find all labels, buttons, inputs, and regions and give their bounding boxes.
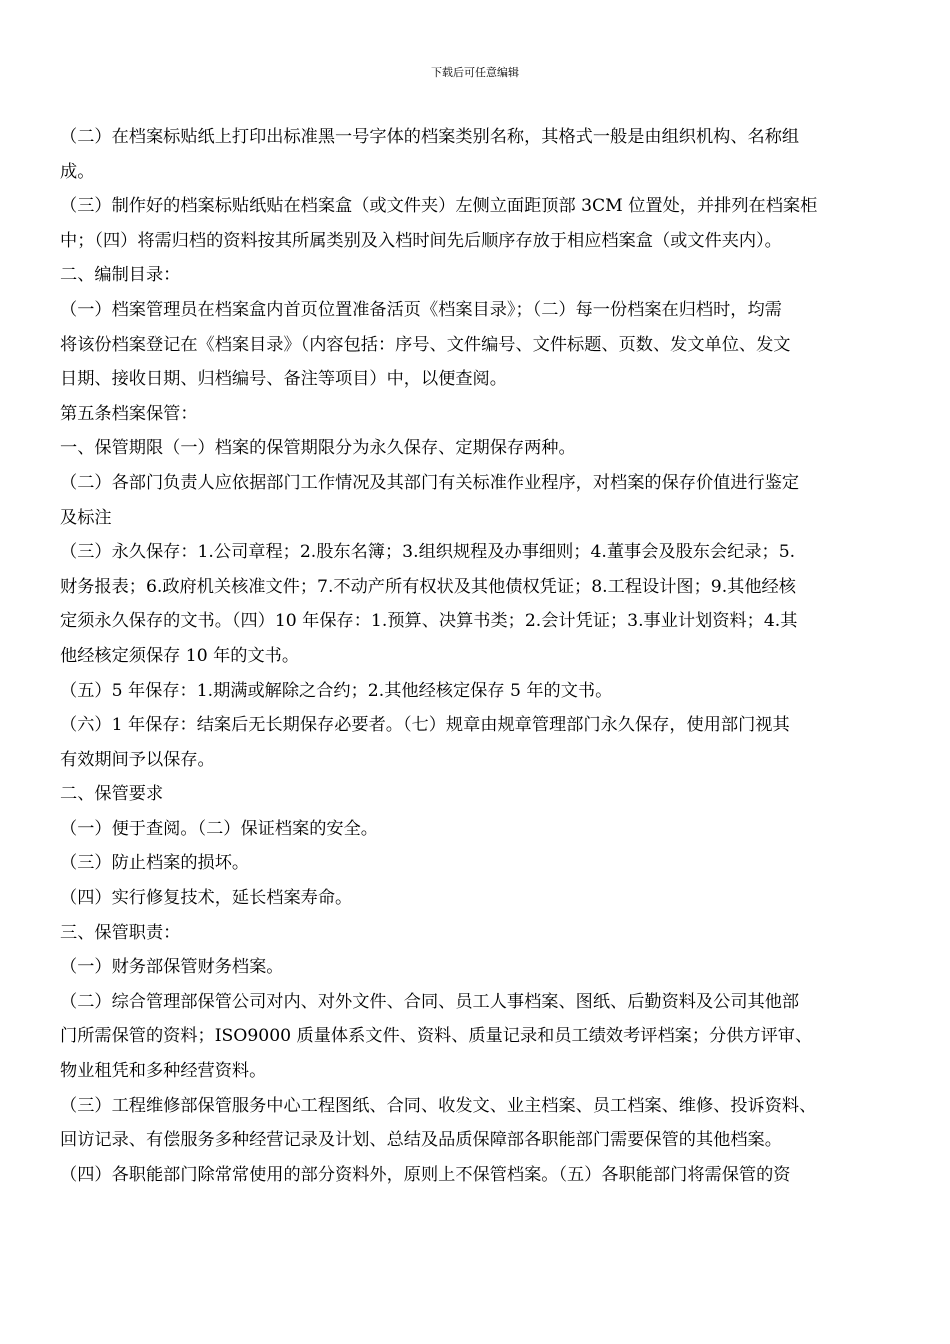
text-line: 回访记录、有偿服务多种经营记录及计划、总结及品质保障部各职能部门需要保管的其他档案。 [60,1130,782,1151]
text-line: （三）防止档案的损坏。 [60,853,250,874]
text-line: （二）在档案标贴纸上打印出标准黑一号字体的档案类别名称，其格式一般是由组织机构、名称组 [60,127,800,147]
text-line: 中；（四）将需归档的资料按其所属类别及入档时间先后顺序存放于相应档案盒（或文件夹内）。 [60,230,782,251]
text-line: 日期、接收日期、归档编号、备注等项目）中，以便查阅。 [60,369,507,390]
section-heading: 二、编制目录： [60,265,181,286]
section-heading: 二、保管要求 [60,784,164,805]
text-line: 门所需保管的资料；ISO9000 质量体系文件、资料、质量记录和员工绩效考评档案；分供方评审、 [60,1026,813,1047]
text-line: 及标注 [60,507,112,528]
text-line: （一）财务部保管财务档案。 [60,957,284,978]
text-line: （一）便于查阅。（二）保证档案的安全。 [60,818,378,839]
text-line: 成。 [60,161,95,182]
text-line: 财务报表；6.政府机关核准文件；7.不动产所有权状及其他债权凭证；8.工程设计图；9.其他经核 [60,576,796,597]
text-line: 物业租凭和多种经营资料。 [60,1061,267,1082]
text-line: （二）综合管理部保管公司对内、对外文件、合同、员工人事档案、图纸、后勤资料及公司其他部 [60,991,800,1012]
text-line: （三）永久保存：1.公司章程；2.股东名簿；3.组织规程及办事细则；4.董事会及股东会纪录；5. [60,542,796,563]
text-line: （四）实行修复技术，延长档案寿命。 [60,888,353,909]
section-heading: 三、保管职责： [60,922,181,943]
text-line: （三）工程维修部保管服务中心工程图纸、合同、收发文、业主档案、员工档案、维修、投诉资料、 [60,1095,817,1116]
text-line: 有效期间予以保存。 [60,749,215,770]
text-line: 定须永久保存的文书。（四）10 年保存：1.预算、决算书类；2.会计凭证；3.事业计划资料；4.其 [60,611,798,632]
text-line: （一）档案管理员在档案盒内首页位置准备活页《档案目录》；（二）每一份档案在归档时，均需 [60,299,782,320]
text-line: （二）各部门负责人应依据部门工作情况及其部门有关标准作业程序，对档案的保存价值进行鉴定 [60,472,800,493]
text-line: 他经核定须保存 10 年的文书。 [60,645,300,666]
text-line: 一、保管期限（一）档案的保管期限分为永久保存、定期保存两种。 [60,438,576,459]
text-line: 将该份档案登记在《档案目录》（内容包括：序号、文件编号、文件标题、页数、发文单位、发文 [60,334,791,355]
text-line: （三）制作好的档案标贴纸贴在档案盒（或文件夹）左侧立面距顶部 3CM 位置处，并排列在档案柜 [60,196,818,217]
text-line: （五）5 年保存：1.期满或解除之合约；2.其他经核定保存 5 年的文书。 [60,680,613,701]
article-heading: 第五条档案保管： [60,403,198,424]
text-line: （六）1 年保存：结案后无长期保存必要者。（七）规章由规章管理部门永久保存，使用部门视其 [60,715,790,736]
page-header: 下载后可任意编辑 [431,66,519,79]
text-line: （四）各职能部门除常常使用的部分资料外，原则上不保管档案。（五）各职能部门将需保管的资 [60,1164,791,1185]
document-body [60,120,892,1192]
